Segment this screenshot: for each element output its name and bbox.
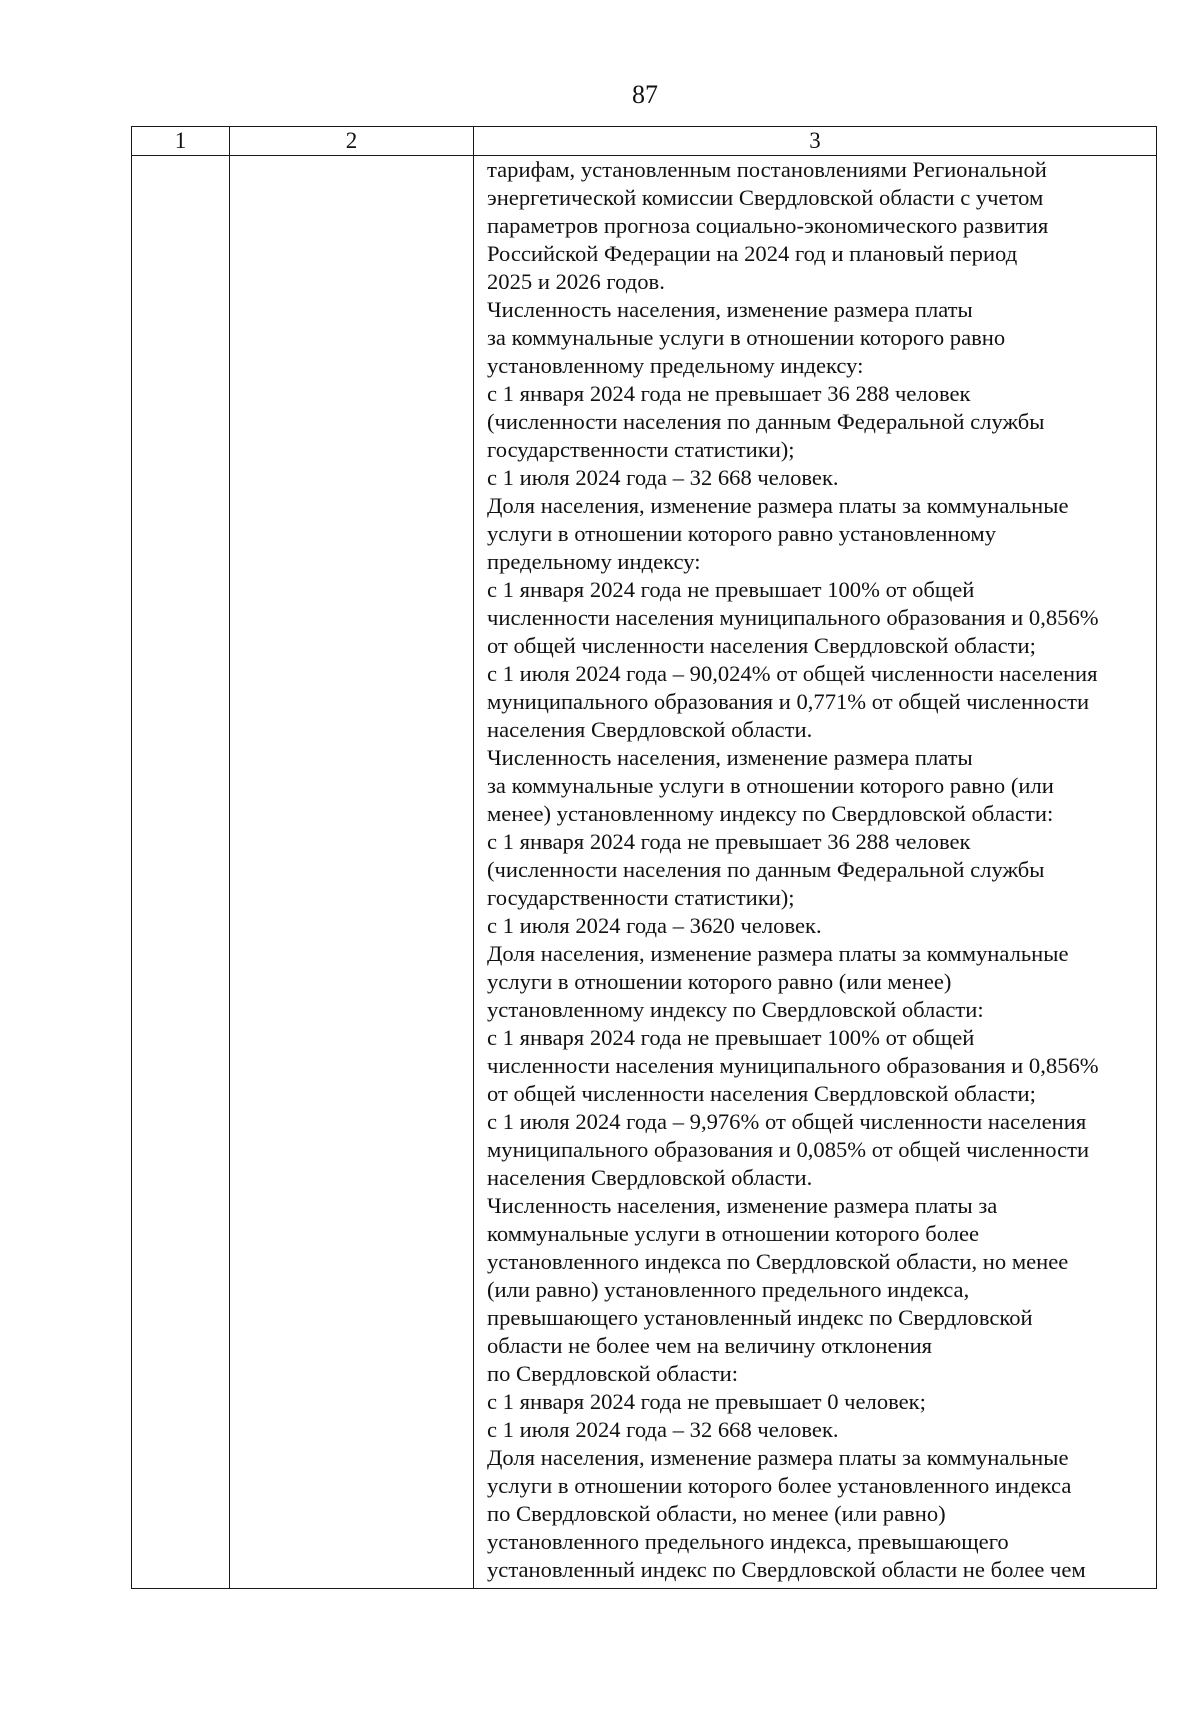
text-line: Численность населения, изменение размера платы [487,297,973,322]
text-line: коммунальные услуги в отношении которого более [487,1221,980,1246]
text-line: 2025 и 2026 годов. [487,269,665,294]
table-cell-col3 [474,156,1157,1589]
text-line: с 1 января 2024 года не превышает 0 человек; [487,1389,926,1414]
table-cell-col2 [230,156,474,1589]
column-header-1: 1 [132,127,230,156]
text-line: Доля населения, изменение размера платы за коммунальные [487,493,1069,518]
text-line: муниципального образования и 0,085% от общей численности [487,1137,1090,1162]
text-line: услуги в отношении которого равно установленному [487,521,997,546]
text-line: установленному индексу по Свердловской области: [487,997,984,1022]
text-line: с 1 июля 2024 года – 3620 человек. [487,913,822,938]
table-header-row [132,127,1157,156]
text-line: с 1 января 2024 года не превышает 100% от общей [487,577,975,602]
text-line: услуги в отношении которого более установленного индекса [487,1473,1072,1498]
text-line: предельному индексу: [487,549,701,574]
text-line: от общей численности населения Свердловской области; [487,1081,1036,1106]
text-line: за коммунальные услуги в отношении которого равно (или [487,773,1054,798]
text-line: (или равно) установленного предельного индекса, [487,1277,970,1302]
column-header-2: 2 [230,127,474,156]
text-line: энергетической комиссии Свердловской области с учетом [487,185,1044,210]
text-line: численности населения муниципального образования и 0,856% [487,605,1099,630]
text-line: превышающего установленный индекс по Свердловской [487,1305,1033,1330]
cell-text-block [474,156,1156,1584]
column-header-3: 3 [474,127,1157,156]
text-line: государственности статистики); [487,437,795,462]
text-line: установленный индекс по Свердловской области не более чем [487,1557,1086,1582]
text-line: Доля населения, изменение размера платы за коммунальные [487,1445,1069,1470]
text-line: с 1 июля 2024 года – 9,976% от общей численности населения [487,1109,1087,1134]
page-number: 87 [632,80,658,109]
text-line: численности населения муниципального образования и 0,856% [487,1053,1099,1078]
text-line: менее) установленному индексу по Свердловской области: [487,801,1054,826]
text-line: с 1 июля 2024 года – 32 668 человек. [487,1417,839,1442]
text-line: с 1 января 2024 года не превышает 36 288 человек [487,381,971,406]
document-table [131,126,1157,1589]
text-line: по Свердловской области, но менее (или равно) [487,1501,946,1526]
text-line: населения Свердловской области. [487,1165,813,1190]
text-line: с 1 июля 2024 года – 90,024% от общей численности населения [487,661,1098,686]
text-line: области не более чем на величину отклонения [487,1333,933,1358]
text-line: тарифам, установленным постановлениями Региональной [487,157,1047,182]
text-line: с 1 января 2024 года не превышает 100% от общей [487,1025,975,1050]
text-line: Российской Федерации на 2024 год и плановый период [487,241,1018,266]
text-line: параметров прогноза социально-экономического развития [487,213,1049,238]
text-line: муниципального образования и 0,771% от общей численности [487,689,1090,714]
text-line: за коммунальные услуги в отношении которого равно [487,325,1006,350]
text-line: Численность населения, изменение размера платы за [487,1193,998,1218]
text-line: установленному предельному индексу: [487,353,864,378]
text-line: населения Свердловской области. [487,717,813,742]
text-line: установленного индекса по Свердловской области, но менее [487,1249,1069,1274]
text-line: установленного предельного индекса, превышающего [487,1529,1009,1554]
text-line: государственности статистики); [487,885,795,910]
text-line: (численности населения по данным Федеральной службы [487,857,1045,882]
table-row [132,156,1157,1589]
text-line: (численности населения по данным Федеральной службы [487,409,1045,434]
text-line: по Свердловской области: [487,1361,738,1386]
text-line: от общей численности населения Свердловской области; [487,633,1036,658]
table-cell-col1 [132,156,230,1589]
text-line: услуги в отношении которого равно (или менее) [487,969,952,994]
text-line: Численность населения, изменение размера платы [487,745,973,770]
text-line: с 1 июля 2024 года – 32 668 человек. [487,465,839,490]
text-line: с 1 января 2024 года не превышает 36 288 человек [487,829,971,854]
text-line: Доля населения, изменение размера платы за коммунальные [487,941,1069,966]
